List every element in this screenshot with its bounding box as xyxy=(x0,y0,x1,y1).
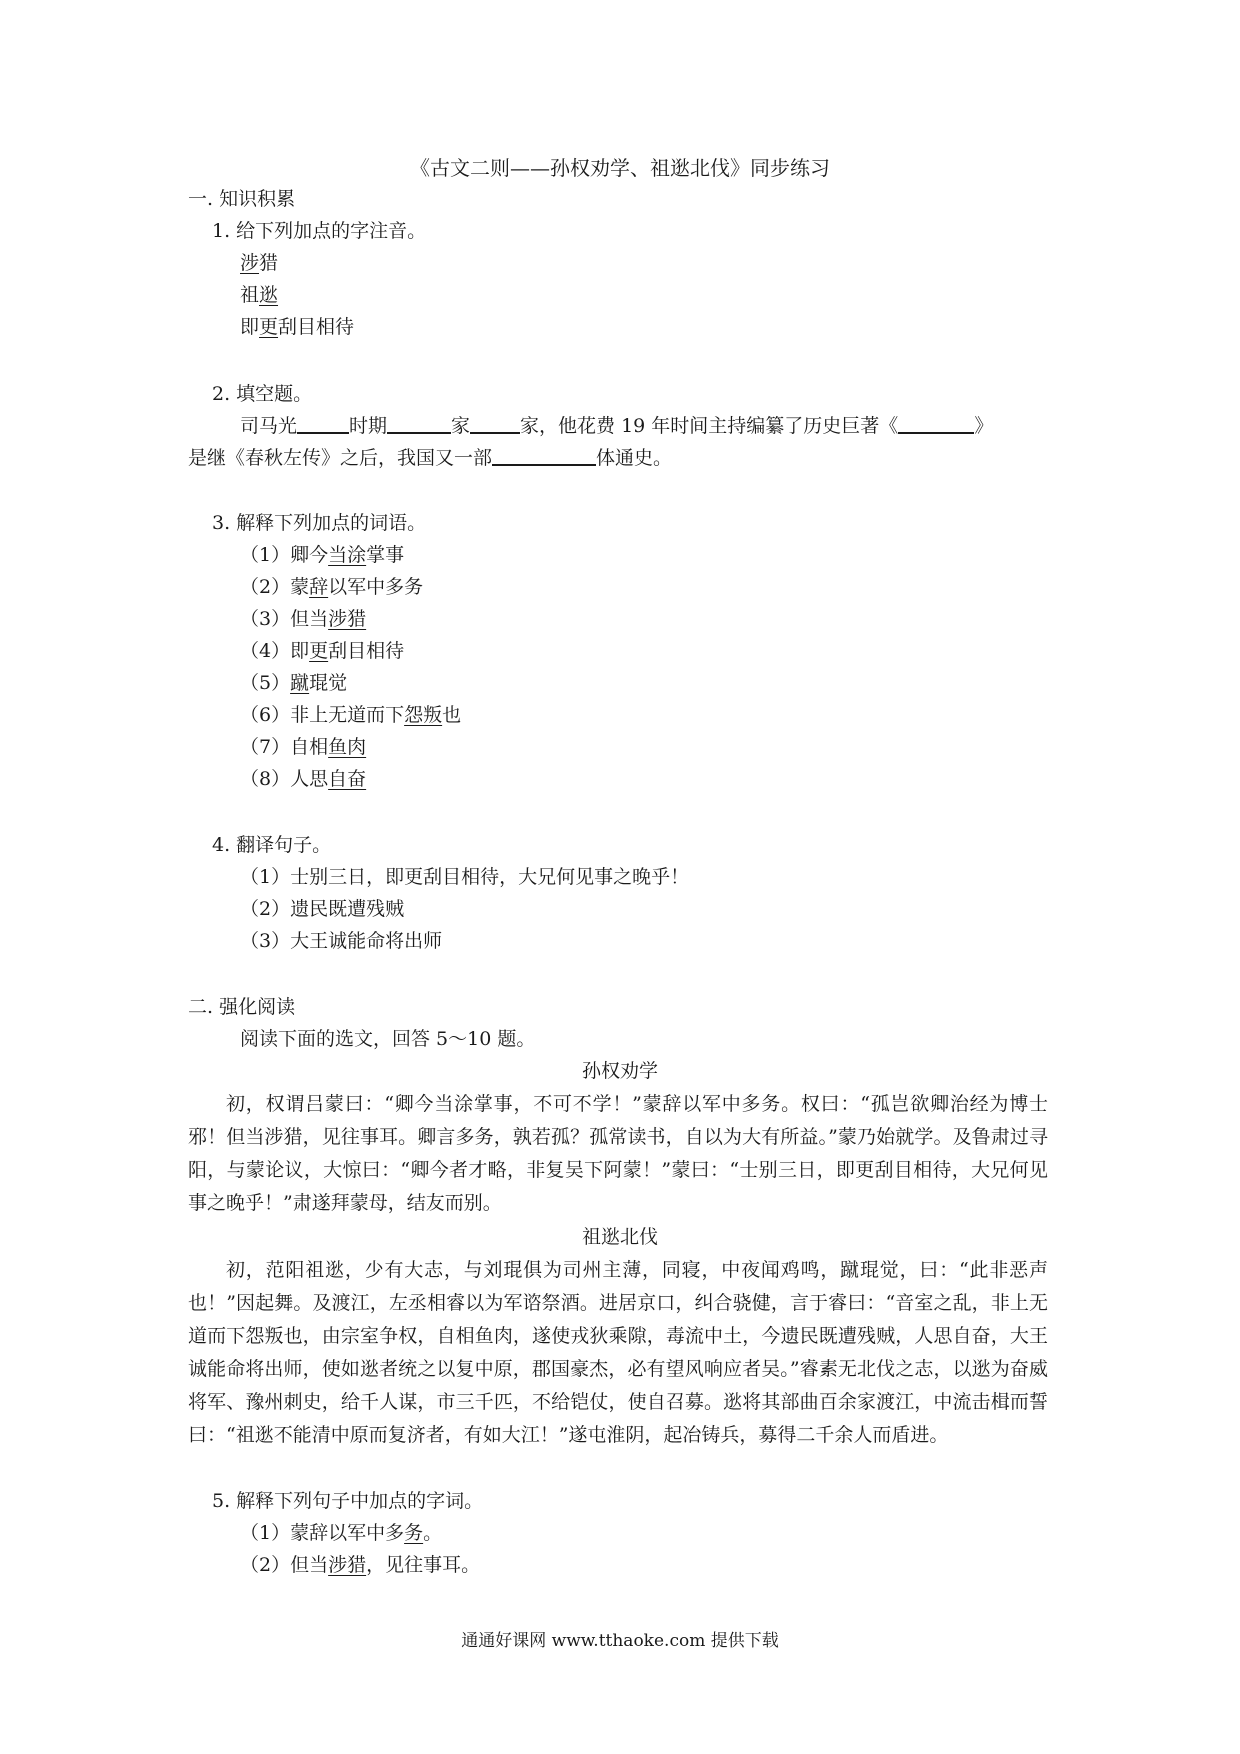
q3-item-5: （5）蹴琨觉 xyxy=(240,672,348,694)
q5-item-1: （1）蒙辞以军中多务。 xyxy=(240,1522,443,1544)
q4-item-1: （1）士别三日，即更刮目相待，大兄何见事之晚乎！ xyxy=(240,866,690,888)
fill-blank[interactable] xyxy=(387,410,451,434)
q4-item-2: （2）遗民既遭残贼 xyxy=(240,898,405,920)
q5-item-2: （2）但当涉猎，见往事耳。 xyxy=(240,1554,481,1576)
q3-item-8: （8）人思自奋 xyxy=(240,768,367,790)
question-4-label: 4. 翻译句子。 xyxy=(212,834,332,856)
fill-blank[interactable] xyxy=(898,410,974,434)
q2-line-2: 是继《春秋左传》之后，我国又一部 体通史。 xyxy=(188,442,672,474)
question-3-label: 3. 解释下列加点的词语。 xyxy=(212,512,427,534)
question-2-label: 2. 填空题。 xyxy=(212,383,313,405)
q3-item-1: （1）卿今当涂掌事 xyxy=(240,544,405,566)
passage-1-text: 初，权谓吕蒙曰：“卿今当涂掌事，不可不学！”蒙辞以军中多务。权曰：“孤岂欲卿治经为博士邪！但当涉猎，见往事耳。卿言多务，孰若孤？孤常读书，自以为大有所益。”蒙乃始就学。及鲁肃过寻阳，与蒙论议，大惊曰：“卿今者才略，非复吴下阿蒙！”蒙曰：“士别三日，即更刮目相待，大兄何见事之晚乎！”肃遂拜蒙母，结友而别。 xyxy=(188,1093,1048,1214)
fill-blank[interactable] xyxy=(297,410,349,434)
q1-item-2: 祖逖 xyxy=(240,284,279,306)
passage-2-title: 祖逖北伐 xyxy=(581,1226,658,1248)
question-5-label: 5. 解释下列句子中加点的字词。 xyxy=(212,1490,484,1512)
q1-item-1: 涉猎 xyxy=(240,252,279,274)
q4-item-3: （3）大王诚能命将出师 xyxy=(240,930,443,952)
passage-2-text: 初，范阳祖逖，少有大志，与刘琨俱为司州主薄，同寝，中夜闻鸡鸣，蹴琨觉，曰：“此非恶声也！”因起舞。及渡江，左丞相睿以为军谘祭酒。进居京口，纠合骁健，言于睿曰：“音室之乱，非上无道而下怨叛也，由宗室争权，自相鱼肉，遂使戎狄乘隙，毒流中土，今遗民既遭残贼，人思自奋，大王诚能命将出师，使如逖者统之以复中原，郡国豪杰，必有望风响应者吴。”睿素无北伐之志，以逖为奋威将军、豫州刺史，给千人谋，市三千匹，不给铠仗，使自召募。逖将其部曲百余家渡江，中流击楫而誓曰：“祖逖不能清中原而复济者，有如大江！”遂屯淮阴，起冶铸兵，募得二千余人而盾进。 xyxy=(188,1259,1048,1446)
page-title: 《古文二则——孙权劝学、祖逖北伐》同步练习 xyxy=(410,156,830,180)
q2-line-1: 司马光 时期 家 家，他花费 19 年时间主持编纂了历史巨著《 》 xyxy=(240,410,993,442)
section-1-heading: 一. 知识积累 xyxy=(188,188,296,210)
fill-blank[interactable] xyxy=(470,410,520,434)
section-2-heading: 二. 强化阅读 xyxy=(188,996,296,1018)
q3-item-7: （7）自相鱼肉 xyxy=(240,736,367,758)
q3-item-6: （6）非上无道而下怨叛也 xyxy=(240,704,462,726)
fill-blank[interactable] xyxy=(492,442,596,466)
q3-item-4: （4）即更刮目相待 xyxy=(240,640,405,662)
question-1-label: 1. 给下列加点的字注音。 xyxy=(212,220,427,242)
passage-1-title: 孙权劝学 xyxy=(581,1060,658,1082)
q1-item-3: 即更刮目相待 xyxy=(240,316,355,338)
page-footer: 通通好课网 www.tthaoke.com 提供下载 xyxy=(461,1631,779,1651)
q3-item-2: （2）蒙辞以军中多务 xyxy=(240,576,424,598)
q3-item-3: （3）但当涉猎 xyxy=(240,608,367,630)
reading-intro: 阅读下面的选文，回答 5～10 题。 xyxy=(240,1028,536,1050)
